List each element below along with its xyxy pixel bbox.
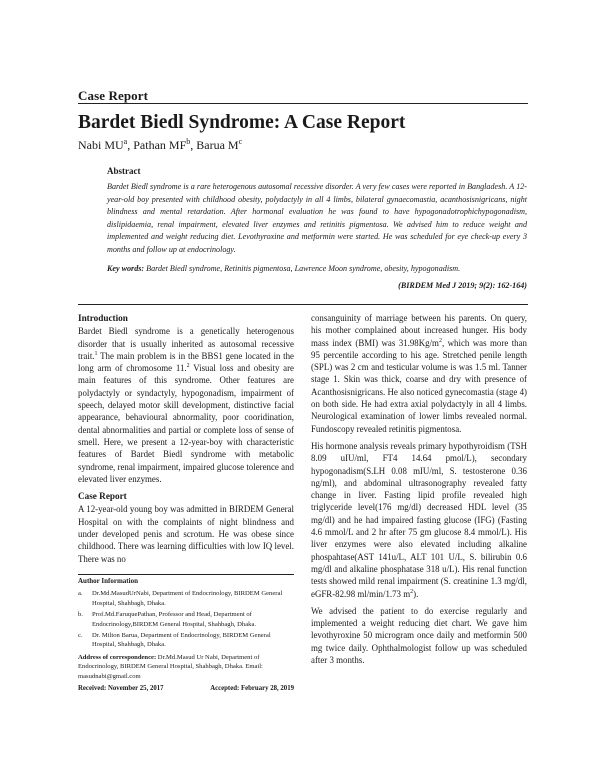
author-name: Barua M [196, 138, 239, 152]
unit-superscript: 2 [410, 588, 414, 595]
case-text: His hormone analysis reveals primary hypothyroidism (TSH 8.09 uIU/ml, FT4 14.64 pmol/L), secondary hypogonadism(S.LH 0.08 mIU/ml, S. testosterone 0.36 ng/ml), and abdominal ultrasonography revealed fatty change in liver. Fasting lipid profile revealed high triglyceride level(176 mg/dl) decreased HDL level (35 mg/dl) and he had impaired fasting glucose (IFG) (Fasting 4.6 mmol/L and 2 hr after 75 gm glucose 8.4 mmol/L). His liver enzymes were also elevated including alkaline phospahtase(AST 141u/L, ALT 101 U/L, S. bilirubin 0.6 mg/dl and alkaline phosphatase 318 u/L). His renal function tests showed mild renal impairment (S. creatinine 1.3 mg/dl, eGFR-82.98 ml/min/1.73 m [311, 440, 527, 599]
intro-text: Bardet Biedl syndrome is a genetically heterogenous disorder that is usually inherited as autosomal recessive trait. [78, 326, 294, 361]
intro-text: The main problem is in the BBS1 gene located in the long arm of chromosome 11. [78, 350, 294, 374]
keywords [107, 263, 527, 275]
affiliation-letter: b. [78, 611, 83, 619]
left-column [78, 312, 294, 570]
case-text: consanguinity of marriage between his parents. On query, his mother complained about increased hunger. His body mass index (BMI) was 31.98Kg/m [311, 313, 527, 348]
received-date: Received: November 25, 2017 [78, 685, 164, 693]
introduction-heading: Introduction [78, 313, 128, 323]
article-title: Bardet Biedl Syndrome: A Case Report [78, 112, 406, 133]
affiliation-text: Dr. Milton Barua, Department of Endocrinology, BIRDEM General Hospital, Shahbagh, Dhaka. [92, 632, 271, 649]
author-name: Nabi MU [78, 138, 124, 152]
reference-mark: 1 [94, 350, 98, 357]
introduction-paragraph [78, 325, 294, 485]
accepted-date: Accepted: February 28, 2019 [210, 685, 294, 693]
author-name: Pathan MF [133, 138, 187, 152]
case-report-paragraph [311, 440, 527, 600]
author-information [78, 574, 294, 693]
reference-mark: 2 [186, 363, 190, 370]
case-text: ). [413, 588, 419, 599]
abstract-section [107, 166, 527, 290]
affiliation-item [78, 589, 294, 608]
abstract-text: Bardet Biedl syndrome is a rare heterogenous autosomal recessive disorder. A very few cases were reported in Bangladesh. A 12-year-old boy presented with childhood obesity, polydactyly in all 4 limbs, bilateral gynaecomastia, acanthosisnigricans, night blindness and mental retardation. After hormonal evaluation he was found to have hypogonadotrophichypogonadism, dislipidaemia, renal impairment, elevated liver enzymes and retinitis pigmentosa. We advised him to reduce weight and implemented and weight reducing diet. Levothyroxine and metformin were started. He was scheduled for eye check-up every 3 months and follow up at endocrinology. [107, 182, 527, 254]
author-affiliation-mark: b [186, 137, 191, 146]
case-text: , which was more than 95 percentile according to his age. Stretched penile length (SPL) was 2 cm and testicular volume is was 1.5 ml. Tanner stage 1. Skin was thick, coarse and dry with presence of Acanthosisnigricans. He also noticed gynecomastia (stage 4) on both side. He had extra axial polydactyly in all 4 limbs. Neurological examination of lower limbs revealed normal. Fundoscopy revealed retinitis pigmentosa. [311, 337, 527, 434]
unit-superscript: 2 [438, 337, 442, 344]
affiliation-item [78, 631, 294, 650]
section-label: Case Report [78, 88, 149, 103]
author-affiliation-mark: c [238, 137, 243, 146]
author-info-heading: Author Information [78, 577, 138, 585]
case-report-heading: Case Report [78, 491, 127, 502]
correspondence-address [78, 653, 294, 681]
article-dates [78, 684, 294, 693]
keywords-label: Key words: [107, 263, 145, 273]
case-report-paragraph [311, 312, 527, 435]
right-column [311, 312, 527, 671]
correspondence-label: Address of correspondence: [78, 653, 157, 661]
intro-text: Visual loss and obesity are main features of this syndrome. Other features are polydactyly or syndactyly, hypogonadism, impairment of speech, delayed motor skill development, distinctive facial appearance, behavioural abnormality, poor cooridination, dental abnormalities and partial or complete loss of sense of smell. Here, we present a 12-year-boy with characteristic features of Bardet Biedl syndrome with metabolic syndrome, renal impairment, impaired glucose tolerence and elevated liver enzymes. [78, 363, 294, 484]
author-line: Nabi $MU^a$, Pathan $MF^b$, Barua $M^c$ [78, 137, 243, 152]
header-divider [78, 103, 528, 104]
author-affiliation-mark: a [123, 137, 128, 146]
keywords-text: Bardet Biedl syndrome, Retinitis pigmentosa, Lawrence Moon syndrome, obesity, hypogonadism. [146, 263, 461, 273]
correspondence-text: Dr.Md.Masud Ur Nabi, Department of Endocrinology, BIRDEM General Hospital, Shahbagh, Dhaka. Email: masudnabi@gmail.com [78, 653, 263, 680]
affiliation-letter: c. [78, 632, 83, 640]
affiliation-text: Prof.Md.FaruquePathan, Professor and Head, Department of Endocrinology,BIRDEM General Hospital, Shahbagh, Dhaka. [92, 611, 257, 628]
abstract-heading: Abstract [107, 166, 141, 176]
affiliation-text: Dr.Md.MasudUrNabi, Department of Endocrinology, BIRDEM General Hospital, Shahbagh, Dhaka. [92, 590, 283, 607]
abstract-divider [78, 304, 528, 305]
affiliation-letter: a. [78, 590, 83, 598]
journal-citation: (BIRDEM Med J 2019; 9(2): 162-164) [398, 280, 527, 290]
case-report-paragraph: A 12-year-old young boy was admitted in BIRDEM General Hospital on with the complaints of night blindness and under developed penis and scrotum. He was obese since childhood. There was learning difficulties with low IQ level. There was no [78, 504, 294, 564]
case-report-paragraph: We advised the patient to do exercise regularly and implemented a weight reducing diet chart. We gave him levothyroxine 50 microgram once daily and metformin 500 mg twice daily. Ophthalmologist follow up was scheduled after 3 months. [311, 605, 527, 666]
affiliation-item [78, 610, 294, 629]
